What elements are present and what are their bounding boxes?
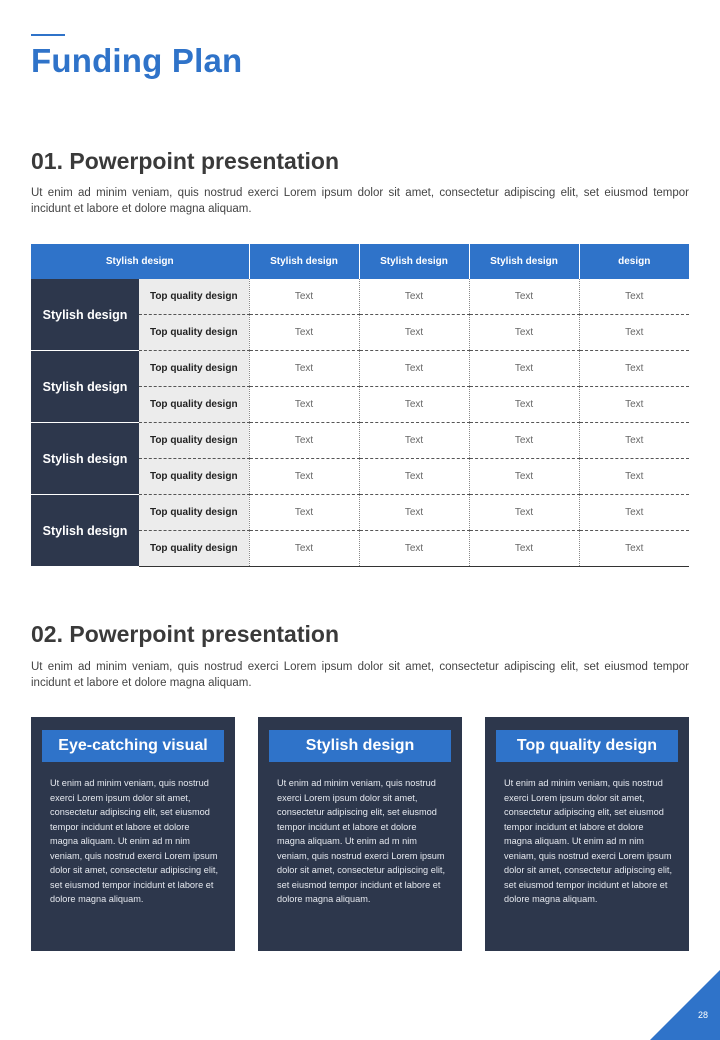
table-cell: Text xyxy=(359,531,469,567)
table-cell: Text xyxy=(359,279,469,315)
row-group-label: Stylish design xyxy=(31,351,139,423)
table-header-cell: design xyxy=(579,244,689,279)
table-cell: Text xyxy=(469,351,579,387)
card-title: Top quality design xyxy=(496,730,678,762)
row-sub-label: Top quality design xyxy=(139,531,249,567)
card-body: Ut enim ad minim veniam, quis nostrud exerci Lorem ipsum dolor sit amet, consectetur adipiscing elit, set eiusmod tempor incidunt et labore et dolore magna aliquam. Ut enim ad m nim veniam, quis nostrud exerci Lorem ipsum dolor sit amet, consectetur adipiscing elit, set eiusmod tempor incidunt et labore et dolore magna aliquam. xyxy=(50,778,219,904)
table-cell: Text xyxy=(469,459,579,495)
table-cell: Text xyxy=(359,387,469,423)
table-cell: Text xyxy=(249,531,359,567)
funding-plan-table xyxy=(31,244,689,567)
feature-card-eye-catching-visual xyxy=(31,717,235,951)
table-header-cell: Stylish design xyxy=(31,244,249,279)
row-sub-label: Top quality design xyxy=(139,279,249,315)
table-header-cell: Stylish design xyxy=(249,244,359,279)
card-body: Ut enim ad minim veniam, quis nostrud exerci Lorem ipsum dolor sit amet, consectetur adipiscing elit, set eiusmod tempor incidunt et labore et dolore magna aliquam. Ut enim ad m nim veniam, quis nostrud exerci Lorem ipsum dolor sit amet, consectetur adipiscing elit, set eiusmod tempor incidunt et labore et dolore magna aliquam. xyxy=(504,778,673,904)
table-cell: Text xyxy=(579,459,689,495)
table-cell: Text xyxy=(359,315,469,351)
row-sub-label: Top quality design xyxy=(139,459,249,495)
page-number: 28 xyxy=(697,1010,708,1020)
table-cell: Text xyxy=(469,315,579,351)
card-body: Ut enim ad minim veniam, quis nostrud exerci Lorem ipsum dolor sit amet, consectetur adipiscing elit, set eiusmod tempor incidunt et labore et dolore magna aliquam. Ut enim ad m nim veniam, quis nostrud exerci Lorem ipsum dolor sit amet, consectetur adipiscing elit, set eiusmod tempor incidunt et labore et dolore magna aliquam. xyxy=(277,778,446,904)
table-cell: Text xyxy=(359,495,469,531)
table-cell: Text xyxy=(249,423,359,459)
page-title: Funding Plan xyxy=(31,42,243,79)
row-group-label: Stylish design xyxy=(31,423,139,495)
table-row xyxy=(31,423,689,459)
section-1-text: Ut enim ad minim veniam, quis nostrud exerci Lorem ipsum dolor sit amet, consectetur adipiscing elit, set eiusmod tempor incidunt et labore et dolore magna aliquam. xyxy=(31,187,689,215)
table-cell: Text xyxy=(579,315,689,351)
row-sub-label: Top quality design xyxy=(139,387,249,423)
table-cell: Text xyxy=(579,531,689,567)
table-cell: Text xyxy=(249,495,359,531)
section-2-text: Ut enim ad minim veniam, quis nostrud exerci Lorem ipsum dolor sit amet, consectetur adipiscing elit, set eiusmod tempor incidunt et labore et dolore magna aliquam. xyxy=(31,661,689,689)
table-header-cell: Stylish design xyxy=(359,244,469,279)
feature-card-top-quality-design xyxy=(485,717,689,951)
section-1-heading: 01. Powerpoint presentation xyxy=(31,148,339,174)
table-cell: Text xyxy=(359,459,469,495)
table-cell: Text xyxy=(359,351,469,387)
table-header-cell: Stylish design xyxy=(469,244,579,279)
row-group-label: Stylish design xyxy=(31,279,139,351)
table-cell: Text xyxy=(249,459,359,495)
card-title: Stylish design xyxy=(269,730,451,762)
table-cell: Text xyxy=(579,279,689,315)
table-row xyxy=(31,495,689,531)
table-cell: Text xyxy=(249,279,359,315)
table-header-row xyxy=(31,244,689,279)
table-cell: Text xyxy=(249,315,359,351)
table-cell: Text xyxy=(579,351,689,387)
card-title: Eye-catching visual xyxy=(42,730,224,762)
table-cell: Text xyxy=(469,495,579,531)
row-sub-label: Top quality design xyxy=(139,315,249,351)
corner-triangle-decoration xyxy=(650,970,720,1040)
row-sub-label: Top quality design xyxy=(139,495,249,531)
table-cell: Text xyxy=(579,495,689,531)
table-row xyxy=(31,351,689,387)
table-cell: Text xyxy=(249,351,359,387)
table-cell: Text xyxy=(469,387,579,423)
table-cell: Text xyxy=(249,387,359,423)
table-cell: Text xyxy=(469,423,579,459)
title-accent-line xyxy=(31,34,65,36)
table-cell: Text xyxy=(579,423,689,459)
section-2-heading: 02. Powerpoint presentation xyxy=(31,621,339,647)
feature-card-stylish-design xyxy=(258,717,462,951)
row-sub-label: Top quality design xyxy=(139,351,249,387)
table-cell: Text xyxy=(469,531,579,567)
table-cell: Text xyxy=(359,423,469,459)
table-row xyxy=(31,279,689,315)
table-cell: Text xyxy=(579,387,689,423)
table-cell: Text xyxy=(469,279,579,315)
row-sub-label: Top quality design xyxy=(139,423,249,459)
row-group-label: Stylish design xyxy=(31,495,139,567)
